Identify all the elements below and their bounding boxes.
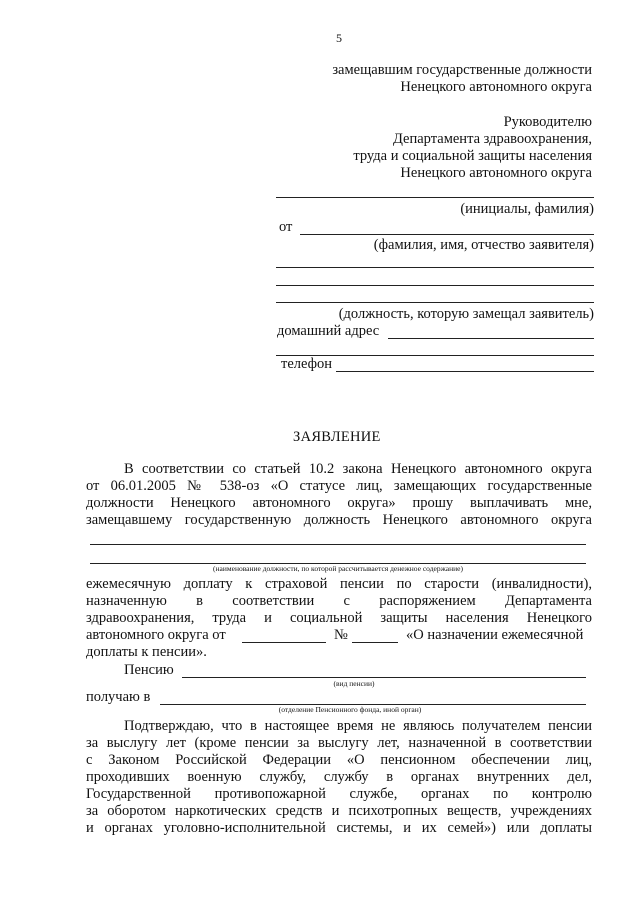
phone-line[interactable] (336, 371, 594, 372)
order-date-line[interactable] (242, 642, 326, 643)
addressee-line-4: Департамента здравоохранения, (392, 131, 592, 147)
fio-caption: (фамилия, имя, отчество заявителя) (373, 237, 594, 253)
number-sign: № (334, 627, 348, 643)
paragraph-2-line-2: назначенную в соответствии с распоряжением Департамента (86, 593, 592, 609)
addressee-line-2: Ненецкого автономного округа (400, 79, 592, 95)
pension-type-line[interactable] (182, 677, 586, 678)
paragraph-1-line-1: В соответствии со статьей 10.2 закона Ненецкого автономного округа (124, 461, 592, 477)
initials-line[interactable] (276, 197, 594, 198)
phone-label: телефон (281, 356, 333, 372)
pension-type-caption: (вид пенсии) (333, 679, 375, 688)
paragraph-3-line-5: Государственной противопожарной службе, органах по контролю (86, 786, 592, 802)
paragraph-3-line-1: Подтверждаю, что в настоящее время не являюсь получателем пенсии (124, 718, 592, 734)
from-label: от (279, 219, 293, 235)
addressee-line-5: труда и социальной защиты населения (353, 148, 592, 164)
position-name-line-1[interactable] (90, 544, 586, 545)
initials-caption: (инициалы, фамилия) (460, 201, 594, 217)
addressee-line-1: замещавшим государственные должности (332, 62, 592, 78)
paragraph-2-line-1: ежемесячную доплату к страховой пенсии по старости (инвалидности), (86, 576, 592, 592)
receive-label: получаю в (86, 689, 151, 705)
paragraph-3-line-2: за выслугу лет (кроме пенсии за выслугу лет, назначенной в соответствии (86, 735, 592, 751)
order-number-line[interactable] (352, 642, 398, 643)
paragraph-1-line-2: от 06.01.2005 № 538-оз «О статусе лиц, замещающих государственные (86, 478, 592, 494)
paragraph-3-line-7: и органах уголовно-исполнительной системы, и их семей») или доплаты (86, 820, 592, 836)
receive-org-caption: (отделение Пенсионного фонда, иной орган) (278, 705, 422, 714)
position-caption: (должность, которую замещал заявитель) (338, 306, 594, 322)
position-line-3[interactable] (276, 302, 594, 303)
paragraph-2-line-5: доплаты к пенсии». (86, 644, 207, 660)
position-name-caption: (наименование должности, по которой рассчитывается денежное содержание) (213, 564, 463, 573)
paragraph-3-line-4: проходивших военную службу, службу в органах внутренних дел, (86, 769, 592, 785)
fio-line[interactable] (300, 234, 594, 235)
paragraph-3-line-3: с Законом Российской Федерации «О пенсионном обеспечении лиц, (86, 752, 592, 768)
paragraph-3-line-6: за оборотом наркотических средств и психотропных веществ, учреждениях (86, 803, 592, 819)
paragraph-2-line-3: здравоохранения, труда и социальной защиты населения Ненецкого (86, 610, 592, 626)
paragraph-1-line-4: замещавшему государственную должность Ненецкого автономного округа (86, 512, 592, 528)
paragraph-2-line-4-end: «О назначении ежемесячной (406, 627, 584, 643)
paragraph-2-line-4-start: автономного округа от (86, 627, 226, 643)
pension-label: Пенсию (124, 662, 174, 678)
address-label: домашний адрес (277, 323, 380, 339)
addressee-line-3: Руководителю (503, 114, 592, 130)
position-line-2[interactable] (276, 285, 594, 286)
addressee-line-6: Ненецкого автономного округа (400, 165, 592, 181)
page-number: 5 (336, 31, 342, 45)
document-title: ЗАЯВЛЕНИЕ (293, 429, 381, 445)
address-line-1[interactable] (388, 338, 594, 339)
position-line-1[interactable] (276, 267, 594, 268)
paragraph-1-line-3: должности Ненецкого автономного округа» прошу выплачивать мне, (86, 495, 592, 511)
